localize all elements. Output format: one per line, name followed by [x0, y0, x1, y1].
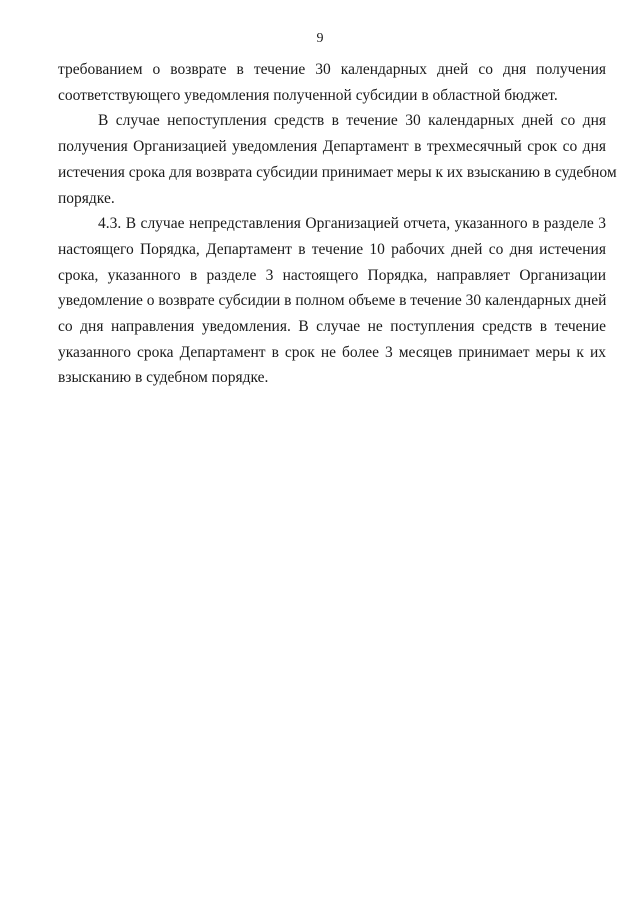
text-line: получения Организацией уведомления Департамент в трехмесячный срок со дня: [58, 138, 606, 156]
text-line: настоящего Порядка, Департамент в течение 10 рабочих дней со дня истечения: [58, 240, 606, 258]
text-line: истечения срока для возврата субсидии принимает меры к их взысканию в судебном: [58, 163, 617, 181]
text-line: порядке.: [58, 189, 115, 207]
document-body: [58, 57, 617, 391]
paragraph-return-demand: [58, 57, 606, 108]
paragraph-section-4-3: [58, 211, 606, 391]
paragraph-non-receipt: [58, 108, 617, 211]
text-line: требованием о возврате в течение 30 календарных дней со дня получения: [58, 61, 606, 78]
page-number: 9: [316, 31, 324, 46]
text-line: соответствующего уведомления полученной субсидии в областной бюджет.: [58, 86, 558, 104]
text-line: со дня направления уведомления. В случае не поступления средств в течение: [58, 318, 606, 336]
text-line: В случае непоступления средств в течение 30 календарных дней со дня: [98, 112, 606, 130]
text-line: указанного срока Департамент в срок не более 3 месяцев принимает меры к их: [58, 343, 606, 361]
text-line: уведомление о возврате субсидии в полном объеме в течение 30 календарных дней: [58, 292, 607, 310]
text-line: взысканию в судебном порядке.: [58, 369, 269, 387]
text-line: срока, указанного в разделе 3 настоящего Порядка, направляет Организации: [58, 266, 606, 284]
text-line: 4.3. В случае непредставления Организацией отчета, указанного в разделе 3: [98, 215, 606, 233]
